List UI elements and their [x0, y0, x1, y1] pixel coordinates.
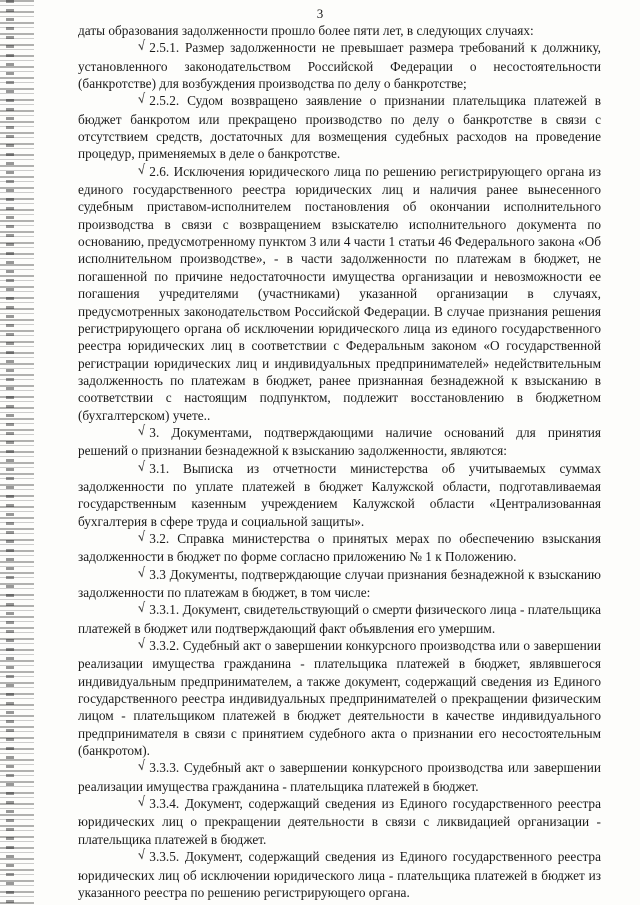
checkmark-icon: √ — [136, 758, 148, 775]
checkmark-icon: √ — [136, 423, 148, 440]
paragraph-text: 2.6. Исключения юридического лица по решению регистрирующего органа из единого государственного реестра юридических лиц и наличия ранее вынесенного судебным приставом-исполнителем постановления об окончании исполнительного производства в связи с возвращением взыскателю исполнительного документа по основанию, предусмотренному пунктом 3 или 4 части 1 статьи 46 Федерального закона «Об исполнительном производстве», - в части задолженности по платежам в бюджет, не погашенной по причине недостаточности имущества организации и невозможности ее погашения учредителями (участниками) указанной организации в случаях, предусмотренных законодательством Российской Федерации. В случае признания решения регистрирующего органа об исключении юридического лица из единого государственного реестра юридических лиц в соответствии с Федеральным законом «О государственной регистрации юридических лиц и индивидуальных предпринимателей» недействительным задолженность по платежам в бюджет, ранее признанная безнадежной к взысканию в соответствии с настоящим подпунктом, подлежит восстановлению в бюджетном (бухгалтерском) учете.. — [78, 163, 601, 423]
checkmark-icon: √ — [136, 847, 148, 864]
paragraph-text: 2.5.2. Судом возвращено заявление о признании плательщика платежей в бюджет банкротом или прекращено производство по делу о банкротстве в связи с отсутствием средств, достаточных для возмещения судебных расходов на проведение процедур, применяемых в деле о банкротстве. — [78, 93, 601, 162]
paragraph-3-2 — [78, 530, 601, 566]
paragraph-text: 3.1. Выписка из отчетности министерства об учитываемых суммах задолженности по уплате платежей в бюджет Калужской области, подготавливаемая государственным казенным учреждением Калужской области «Централизованная бухгалтерия в сфере труда и социальной защиты». — [78, 460, 601, 529]
paragraph-text: 3.2. Справка министерства о принятых мерах по обеспечению взыскания задолженности в бюджет по форме согласно приложению № 1 к Положению. — [78, 530, 601, 565]
checkmark-icon: √ — [136, 794, 148, 811]
paragraph-3-3-5 — [78, 848, 601, 901]
checkmark-icon: √ — [136, 38, 148, 55]
paragraph-3-1 — [78, 460, 601, 530]
document-body — [78, 22, 601, 901]
checkmark-icon: √ — [136, 565, 148, 582]
paragraph-3-3-3 — [78, 759, 601, 795]
checkmark-icon: √ — [136, 529, 148, 546]
paragraph-text: 3.3.4. Документ, содержащий сведения из Единого государственного реестра юридических лиц о прекращении деятельности в связи с ликвидацией организации - плательщика платежей в бюджет. — [78, 796, 601, 847]
checkmark-icon: √ — [136, 459, 148, 476]
scan-binding-holes — [6, 0, 14, 905]
paragraph-3-3 — [78, 566, 601, 602]
paragraph-3 — [78, 424, 601, 460]
paragraph-text: 3.3.1. Документ, свидетельствующий о смерти физического лица - плательщика платежей в бюджет или подтверждающий факт объявления его умершим. — [78, 602, 601, 636]
checkmark-icon: √ — [136, 636, 148, 653]
paragraph-2-5-1 — [78, 39, 601, 92]
paragraph-3-3-1 — [78, 601, 601, 637]
paragraph-text: 3.3.3. Судебный акт о завершении конкурсного производства или завершении реализации имущества гражданина - плательщика платежей в бюджет. — [78, 760, 601, 794]
paragraph-text: даты образования задолженности прошло более пяти лет, в следующих случаях: — [78, 23, 534, 38]
paragraph-intro — [78, 22, 601, 39]
checkmark-icon: √ — [136, 91, 148, 108]
paragraph-text: 3.3.5. Документ, содержащий сведения из Единого государственного реестра юридических лиц об исключении юридического лица - плательщика платежей в бюджет из указанного реестра по решению регистрирующего органа. — [78, 849, 601, 900]
paragraph-2-6 — [78, 163, 601, 424]
paragraph-3-3-4 — [78, 795, 601, 848]
paragraph-text: 3.3 Документы, подтверждающие случаи признания безнадежной к взысканию задолженности по платежам в бюджет, в том числе: — [78, 566, 601, 600]
paragraph-2-5-2 — [78, 92, 601, 162]
paragraph-3-3-2 — [78, 637, 601, 759]
paragraph-text: 2.5.1. Размер задолженности не превышает размера требований к должнику, установленного законодательством Российской Федерации о несостоятельности (банкротстве) для возбуждения производства по делу о банкротстве; — [78, 40, 601, 92]
checkmark-icon: √ — [136, 600, 148, 617]
paragraph-text: 3.3.2. Судебный акт о завершении конкурсного производства или о завершении реализации имущества гражданина - плательщика платежей в бюджет, являвшегося индивидуальным предпринимателем, а также документ, содержащий сведения из Единого государственного реестра индивидуальных предпринимателей о прекращении физическим лицом - плательщиком платежей в бюджет деятельности в качестве индивидуального предпринимателя в связи с принятием судебного акта о признании его несостоятельным (банкротом). — [78, 638, 601, 759]
paragraph-text: 3. Документами, подтверждающими наличие оснований для принятия решений о признании безнадежной к взысканию задолженности, являются: — [78, 424, 601, 459]
checkmark-icon: √ — [136, 162, 148, 179]
page-number: 3 — [316, 6, 324, 21]
